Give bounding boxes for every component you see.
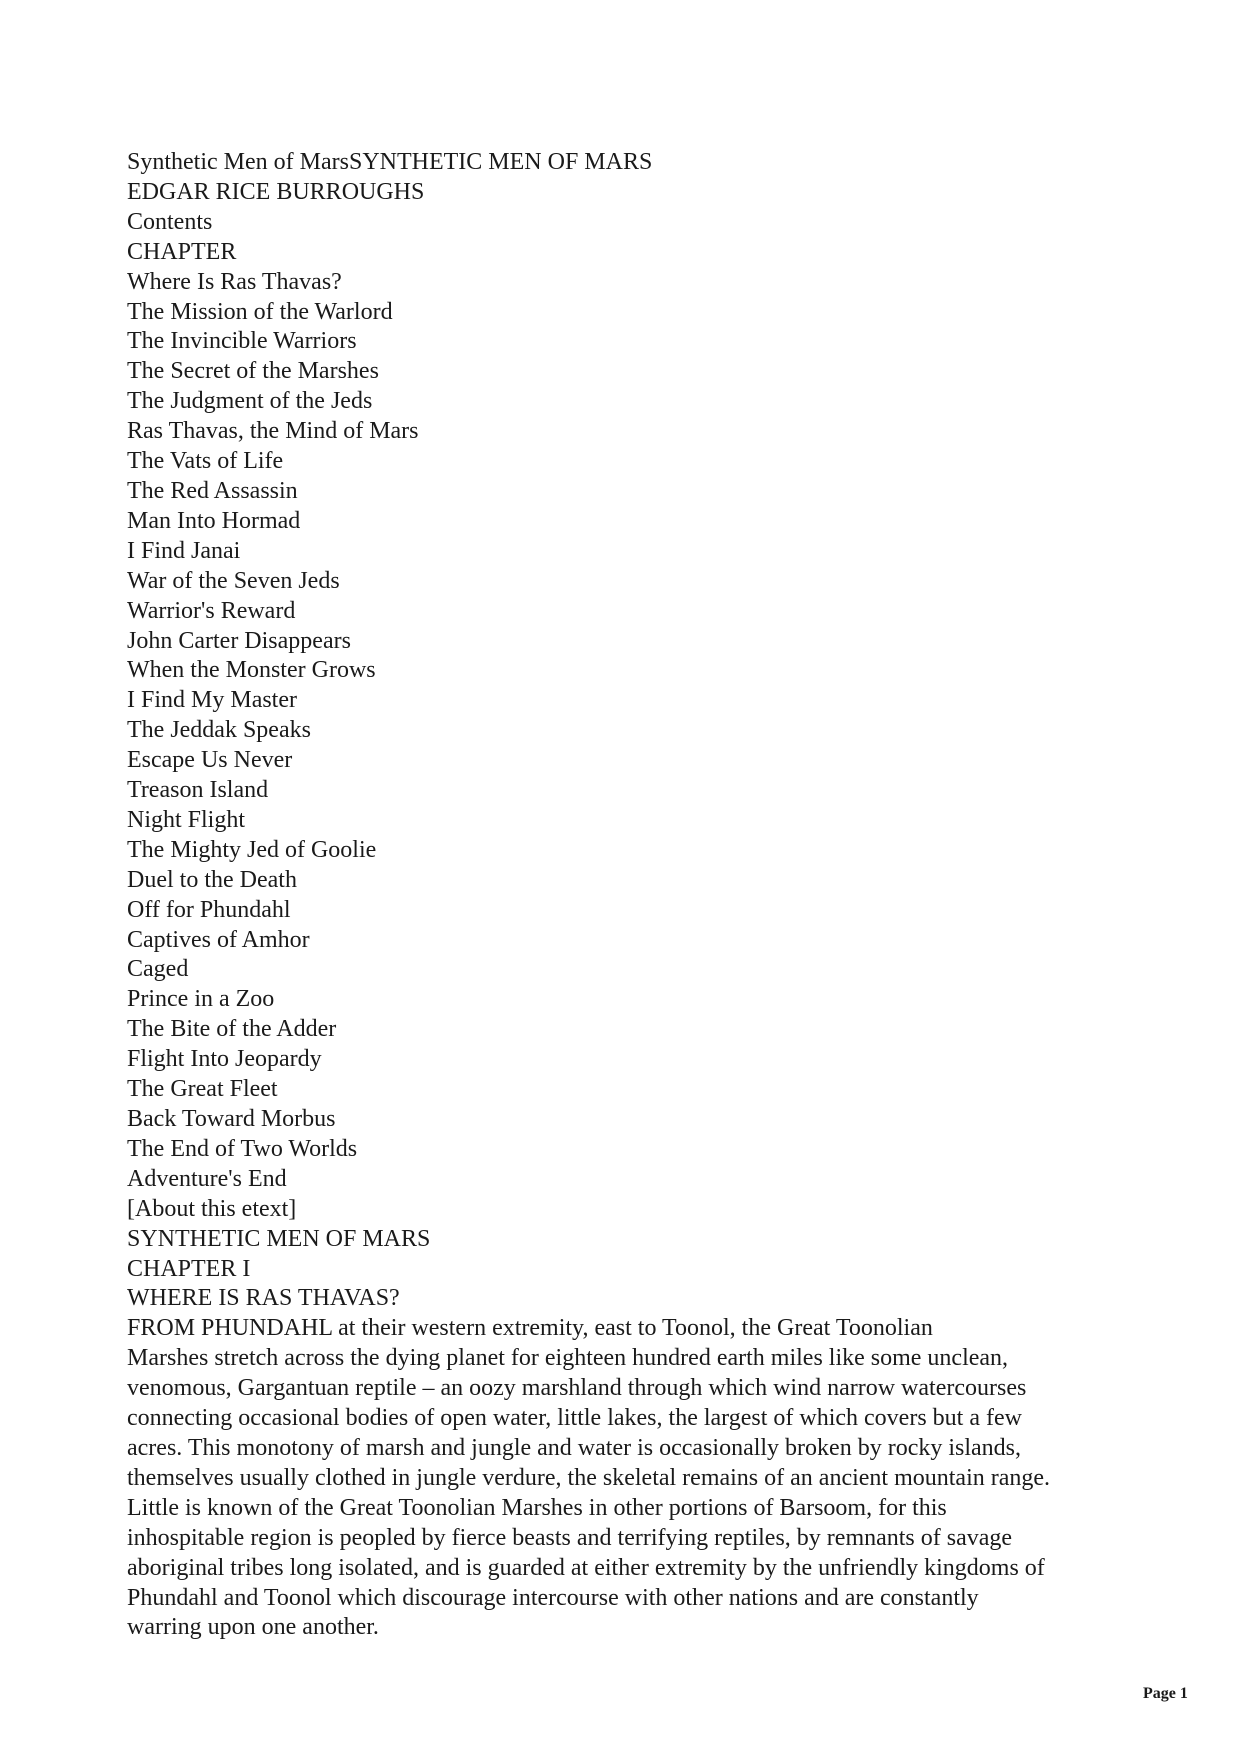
toc-item: Treason Island [127, 777, 269, 804]
toc-item: Back Toward Morbus [127, 1106, 336, 1132]
toc-item: The Mighty Jed of Goolie [127, 836, 377, 863]
toc-item: Prince in a Zoo [127, 986, 275, 1013]
toc-item: The Red Assassin [127, 477, 298, 504]
chapter-body-paragraph [127, 1314, 1127, 1643]
document-title-line: Synthetic Men of MarsSYNTHETIC MEN OF MARS [127, 149, 653, 175]
toc-item: Warrior's Reward [127, 597, 296, 624]
body-line: inhospitable region is peopled by fierce beasts and terrifying reptiles, by remnants of savage [127, 1524, 1013, 1551]
body-line: themselves usually clothed in jungle verdure, the skeletal remains of an ancient mountain range. [127, 1464, 1051, 1491]
toc-item: Adventure's End [127, 1165, 287, 1192]
toc-item: Man Into Hormad [127, 507, 301, 534]
body-line: Marshes stretch across the dying planet for eighteen hundred earth miles like some unclean, [127, 1345, 1009, 1372]
toc-item: Where Is Ras Thavas? [127, 268, 342, 295]
chapter-number: CHAPTER I [127, 1255, 251, 1282]
chapter-title: WHERE IS RAS THAVAS? [127, 1285, 400, 1312]
chapter-column-label: CHAPTER [127, 238, 237, 265]
toc-item: I Find My Master [127, 687, 297, 714]
table-of-contents [127, 268, 1127, 1225]
body-line: acres. This monotony of marsh and jungle and water is occasionally broken by rocky islands, [127, 1434, 1022, 1461]
toc-item: The Mission of the Warlord [127, 298, 393, 325]
toc-item: The Vats of Life [127, 448, 284, 475]
toc-item: The Bite of the Adder [127, 1016, 337, 1043]
document-page [127, 148, 1127, 1643]
body-line: warring upon one another. [127, 1614, 379, 1641]
toc-item: Caged [127, 956, 189, 983]
toc-item: Flight Into Jeopardy [127, 1046, 322, 1073]
author-name: EDGAR RICE BURROUGHS [127, 178, 425, 205]
toc-item: The Judgment of the Jeds [127, 388, 373, 415]
body-line: FROM PHUNDAHL at their western extremity, east to Toonol, the Great Toonolian [127, 1315, 933, 1342]
body-line: aboriginal tribes long isolated, and is guarded at either extremity by the unfriendly kingdoms of [127, 1554, 1045, 1581]
toc-item: Off for Phundahl [127, 896, 291, 923]
body-line: venomous, Gargantuan reptile – an oozy marshland through which wind narrow watercourses [127, 1375, 1027, 1402]
contents-heading: Contents [127, 208, 213, 235]
toc-item: Escape Us Never [127, 747, 293, 774]
body-line: Phundahl and Toonol which discourage intercourse with other nations and are constantly [127, 1584, 979, 1611]
toc-item: [About this etext] [127, 1195, 297, 1222]
page-number: Page 1 [1143, 1685, 1188, 1702]
toc-item: Duel to the Death [127, 866, 297, 893]
toc-item: I Find Janai [127, 537, 241, 564]
toc-item: The Jeddak Speaks [127, 717, 311, 744]
body-line: Little is known of the Great Toonolian Marshes in other portions of Barsoom, for this [127, 1494, 947, 1521]
toc-item: The Secret of the Marshes [127, 358, 379, 385]
toc-item: Ras Thavas, the Mind of Mars [127, 418, 419, 445]
toc-item: The Great Fleet [127, 1076, 278, 1103]
toc-item: John Carter Disappears [127, 627, 351, 654]
toc-item: The End of Two Worlds [127, 1135, 358, 1162]
toc-item: War of the Seven Jeds [127, 567, 340, 594]
toc-item: When the Monster Grows [127, 657, 376, 684]
book-title-heading: SYNTHETIC MEN OF MARS [127, 1225, 431, 1252]
toc-item: Captives of Amhor [127, 926, 310, 953]
toc-item: The Invincible Warriors [127, 328, 357, 355]
toc-item: Night Flight [127, 806, 246, 833]
body-line: connecting occasional bodies of open water, little lakes, the largest of which covers but a few [127, 1405, 1022, 1432]
